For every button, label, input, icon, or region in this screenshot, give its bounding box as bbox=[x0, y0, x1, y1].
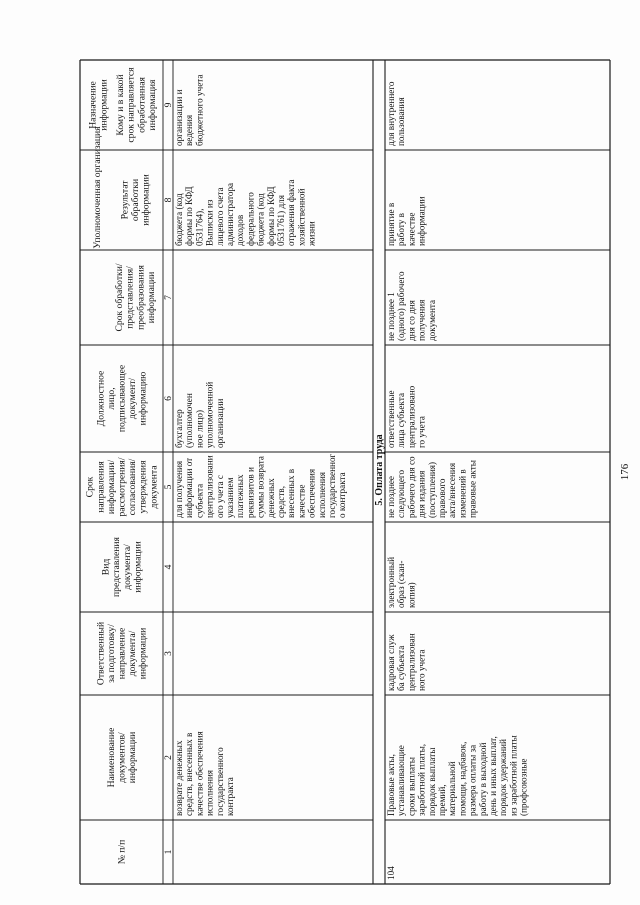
table-cell-text: исполнения bbox=[204, 769, 215, 816]
column-header-title: обработки bbox=[130, 178, 141, 222]
table-cell-text: принятие в bbox=[386, 202, 396, 246]
table-cell-text: день и иных выплат, bbox=[488, 736, 498, 816]
table-cell-text: государственного bbox=[214, 747, 225, 816]
column-number: 3 bbox=[163, 651, 174, 656]
column-header-title: направления bbox=[95, 461, 107, 513]
page-number: 176 bbox=[619, 463, 631, 481]
column-number: 9 bbox=[163, 102, 174, 108]
table-cell-text: бюджета (код bbox=[174, 193, 184, 246]
table-cell-text: суммы возврата bbox=[255, 455, 266, 518]
table-cell-text: устанавливающие bbox=[396, 745, 407, 816]
section-title: 5. Оплата труда bbox=[374, 434, 385, 506]
table-cell-text: пользования bbox=[396, 97, 407, 146]
column-header-title: информации bbox=[98, 79, 110, 131]
table-cell-text: ответственные bbox=[386, 390, 396, 448]
table-cell-text: заработной платы, bbox=[416, 743, 427, 816]
column-header-title: согласования/ bbox=[127, 458, 139, 516]
table-cell-text: образ (скан- bbox=[396, 560, 407, 608]
table-cell-text: получения bbox=[416, 299, 427, 341]
table-cell-text: хозяйственной bbox=[296, 188, 307, 246]
table-cell-text: ого учета с bbox=[214, 475, 225, 518]
table-cell-text: бюджетного учета bbox=[194, 74, 205, 146]
table-cell-text: (поступления) bbox=[426, 461, 437, 518]
table-cell-text: 0531764), bbox=[194, 208, 205, 246]
column-header-title: Вид bbox=[100, 558, 112, 576]
column-number: 6 bbox=[163, 396, 174, 401]
table-cell-text: не позднее 1 bbox=[386, 292, 396, 341]
table-cell-text: сроки выплаты bbox=[406, 757, 417, 816]
table-cell-text: платежных bbox=[235, 474, 246, 518]
table-cell-text: формы по КФД bbox=[265, 186, 276, 246]
table-cell-text: бюджета (код bbox=[255, 193, 266, 246]
column-header-title: представления bbox=[111, 537, 123, 597]
column-header-title: Срок обработки/ bbox=[114, 263, 126, 332]
table-cell-text: уполномоченной bbox=[204, 381, 215, 448]
table-cell-text: документа bbox=[426, 299, 437, 341]
column-header-title: подписывающее bbox=[116, 364, 128, 433]
column-header-title: Ответственный bbox=[95, 621, 107, 686]
table-cell-text: организации bbox=[214, 398, 225, 448]
column-header-title: срок направляется bbox=[125, 67, 137, 143]
table-cell-text: 0531761) для bbox=[276, 195, 286, 246]
column-header-title: информации/ bbox=[105, 459, 117, 515]
table-cell-text: дня со дня bbox=[406, 300, 417, 341]
table-cell-text: из заработной платы bbox=[508, 735, 519, 816]
table-cell-text: дня издания bbox=[416, 470, 427, 518]
table-cell-text: администратора bbox=[225, 182, 235, 246]
column-header-title: Наименование bbox=[105, 727, 117, 788]
column-number: 7 bbox=[163, 295, 174, 300]
table-cell-text: качестве bbox=[296, 484, 307, 518]
column-header-title: направление bbox=[116, 627, 128, 680]
table-cell-text: контракта bbox=[225, 777, 235, 816]
table-cell-text: акта/внесения bbox=[447, 462, 458, 518]
column-header-title: Результат bbox=[119, 180, 131, 220]
table-grid bbox=[80, 60, 610, 884]
table-cell-text: правовые акты bbox=[467, 460, 478, 518]
table-cell-text: порядок удержаний bbox=[498, 739, 509, 816]
table-cell-text: работу в выходной bbox=[477, 742, 488, 816]
column-number: 2 bbox=[163, 755, 174, 760]
column-header-title: информации bbox=[140, 174, 152, 226]
table-text bbox=[85, 67, 529, 880]
table-cell-text: работу в bbox=[396, 213, 407, 246]
column-header-title: информации bbox=[132, 541, 144, 593]
table-cell-text: субъекта bbox=[194, 483, 205, 518]
table-cell-text: возврате денежных bbox=[174, 740, 184, 816]
table-cell-text: (одного) рабочего bbox=[396, 271, 407, 341]
table-cell-text: отражения факта bbox=[286, 179, 297, 246]
table-cell-text: Выписки из bbox=[204, 199, 215, 246]
column-header-title: Кому и в какой bbox=[115, 74, 127, 136]
column-header-title: за подготовку/ bbox=[105, 624, 117, 683]
table-cell-text: качестве bbox=[406, 212, 417, 246]
column-number: 4 bbox=[163, 564, 174, 570]
table-cell-text: федерального bbox=[245, 192, 256, 246]
column-header-title: № п/п bbox=[116, 839, 128, 865]
column-header-title: утверждения bbox=[137, 460, 149, 514]
table-cell-text: копия) bbox=[406, 582, 417, 608]
table-cell-text: ного учета bbox=[416, 649, 427, 691]
table-cell-text: Правовые акты, bbox=[386, 754, 396, 816]
column-header-title: документов/ bbox=[116, 732, 128, 783]
table-cell-text: информации bbox=[416, 196, 427, 246]
table-cell-text: качестве обеспечения bbox=[194, 731, 205, 816]
column-header-title: документа/ bbox=[127, 630, 139, 677]
table-cell-text: ное лицо) bbox=[194, 409, 205, 448]
column-header-title: Назначение bbox=[87, 81, 99, 129]
table-cell-text: правового bbox=[437, 478, 447, 518]
group-header-title: Уполномоченная организация bbox=[92, 126, 103, 249]
table-cell-text: кадровая служ bbox=[386, 634, 396, 691]
table-cell-text: ба субъекта bbox=[396, 645, 407, 691]
table-cell-text: лица субъекта bbox=[396, 392, 407, 448]
table-cell-text: реквизитов и bbox=[245, 467, 256, 518]
table-cell-text: жизни bbox=[306, 221, 317, 246]
table-cell-text: денежных bbox=[265, 478, 276, 518]
table-cell-text: порядок выплаты bbox=[426, 747, 437, 816]
table-cell-text: изменений в bbox=[457, 469, 468, 518]
table-cell-text: исполнения bbox=[316, 471, 327, 518]
table-cell-text: (уполномочен bbox=[184, 393, 195, 448]
column-header-title: документ/ bbox=[127, 377, 139, 420]
table-cell-text: го учета bbox=[416, 416, 427, 448]
table-cell-text: ведения bbox=[184, 114, 195, 146]
table-cell-text: средств, внесенных в bbox=[184, 732, 195, 816]
table-cell-text: бухгалтер bbox=[174, 409, 184, 448]
table-cell-text: не позднее bbox=[386, 475, 396, 518]
column-header-title: преобразования bbox=[135, 265, 147, 330]
table-cell-text: централизовано bbox=[406, 385, 417, 448]
column-header-title: Должностное bbox=[95, 370, 107, 427]
table-cell-text: (профсоюзные bbox=[518, 758, 529, 816]
table-cell-text: государственног bbox=[327, 453, 337, 518]
table-cell-text: 104 bbox=[386, 866, 396, 880]
column-header-title: лицо, bbox=[105, 387, 117, 410]
table-cell-text: внесенных в bbox=[286, 468, 297, 518]
column-header-title: информации bbox=[127, 731, 139, 784]
table-cell-text: информации от bbox=[184, 457, 195, 518]
table-cell-text: формы по КФД bbox=[184, 186, 195, 246]
table-cell-text: указанием bbox=[225, 477, 235, 518]
table-cell-text: помощи, надбавок, bbox=[457, 741, 468, 816]
table-cell-text: средств, bbox=[276, 485, 286, 518]
column-number: 5 bbox=[163, 484, 174, 490]
table-cell-text: премий, bbox=[437, 784, 447, 816]
column-header-title: представления/ bbox=[124, 266, 136, 329]
column-header-title: документа/ bbox=[121, 544, 133, 590]
column-number: 1 bbox=[163, 849, 174, 855]
table-cell-text: материальной bbox=[447, 761, 458, 816]
table-cell-text: рабочего дня со bbox=[406, 456, 417, 518]
column-header-title: информации bbox=[137, 627, 149, 680]
table-cell-text: централизовани bbox=[204, 455, 215, 518]
table-cell-text: централизован bbox=[406, 633, 417, 691]
column-number: 8 bbox=[163, 197, 174, 203]
table-cell-text: для получения bbox=[174, 460, 184, 518]
column-header-title: Срок bbox=[84, 476, 96, 498]
table-cell-text: доходов bbox=[235, 214, 246, 246]
table-cell-text: о контракта bbox=[337, 472, 348, 518]
column-header-title: информацию bbox=[137, 371, 149, 426]
column-header-title: информация bbox=[146, 79, 158, 131]
table-cell-text: следующего bbox=[396, 469, 407, 518]
column-header-title: рассмотрения/ bbox=[116, 457, 128, 517]
column-header-title: документа bbox=[148, 465, 160, 509]
column-header-title: обработанная bbox=[136, 77, 148, 133]
table-cell-text: обеспечения bbox=[306, 468, 317, 518]
table-cell-text: организации и bbox=[174, 89, 184, 146]
table-cell-text: для внутреннего bbox=[386, 81, 396, 146]
table-cell-text: размера оплаты за bbox=[467, 744, 478, 816]
column-header-title: информации bbox=[145, 271, 157, 324]
table-cell-text: лицевого счета bbox=[214, 187, 225, 246]
table-cell-text: электронный bbox=[386, 556, 396, 608]
